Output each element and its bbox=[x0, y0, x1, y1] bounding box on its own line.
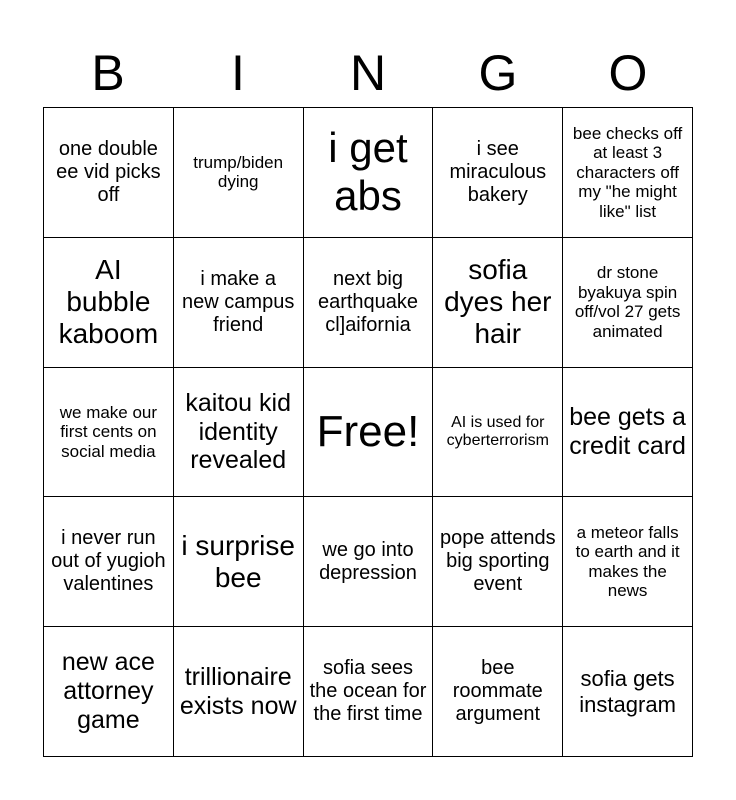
header-letter-o: O bbox=[608, 45, 648, 101]
bingo-cell[interactable]: i surprise bee bbox=[174, 497, 304, 627]
header-letter-b: B bbox=[91, 45, 125, 101]
bingo-cell[interactable]: AI bubble kaboom bbox=[44, 238, 174, 368]
bingo-cell[interactable]: i make a new campus friend bbox=[174, 238, 304, 368]
header-letter-i: I bbox=[231, 45, 245, 101]
bingo-cell[interactable]: sofia dyes her hair bbox=[433, 238, 563, 368]
bingo-cell[interactable]: pope attends big sporting event bbox=[433, 497, 563, 627]
bingo-cell[interactable]: bee gets a credit card bbox=[563, 368, 693, 498]
bingo-cell[interactable]: new ace attorney game bbox=[44, 627, 174, 757]
bingo-cell[interactable]: kaitou kid identity revealed bbox=[174, 368, 304, 498]
bingo-cell[interactable]: we go into depression bbox=[304, 497, 434, 627]
bingo-cell[interactable]: sofia gets instagram bbox=[563, 627, 693, 757]
bingo-cell[interactable]: trump/biden dying bbox=[174, 108, 304, 238]
bingo-cell[interactable]: next big earthquake cl]aifornia bbox=[304, 238, 434, 368]
bingo-grid bbox=[43, 107, 693, 757]
bingo-cell[interactable]: we make our first cents on social media bbox=[44, 368, 174, 498]
header-letter-n: N bbox=[349, 45, 387, 101]
bingo-cell-free[interactable]: Free! bbox=[304, 368, 434, 498]
bingo-cell[interactable]: i never run out of yugioh valentines bbox=[44, 497, 174, 627]
bingo-header bbox=[43, 38, 693, 108]
bingo-cell[interactable]: AI is used for cyberterrorism bbox=[433, 368, 563, 498]
bingo-cell[interactable]: a meteor falls to earth and it makes the news bbox=[563, 497, 693, 627]
bingo-cell[interactable]: i see miraculous bakery bbox=[433, 108, 563, 238]
header-letter-g: G bbox=[478, 45, 518, 101]
bingo-cell[interactable]: i get abs bbox=[304, 108, 434, 238]
bingo-cell[interactable]: bee checks off at least 3 characters off my "he might like" list bbox=[563, 108, 693, 238]
bingo-cell[interactable]: trillionaire exists now bbox=[174, 627, 304, 757]
bingo-cell[interactable]: sofia sees the ocean for the first time bbox=[304, 627, 434, 757]
bingo-cell[interactable]: bee roommate argument bbox=[433, 627, 563, 757]
bingo-cell[interactable]: dr stone byakuya spin off/vol 27 gets animated bbox=[563, 238, 693, 368]
bingo-cell[interactable]: one double ee vid picks off bbox=[44, 108, 174, 238]
